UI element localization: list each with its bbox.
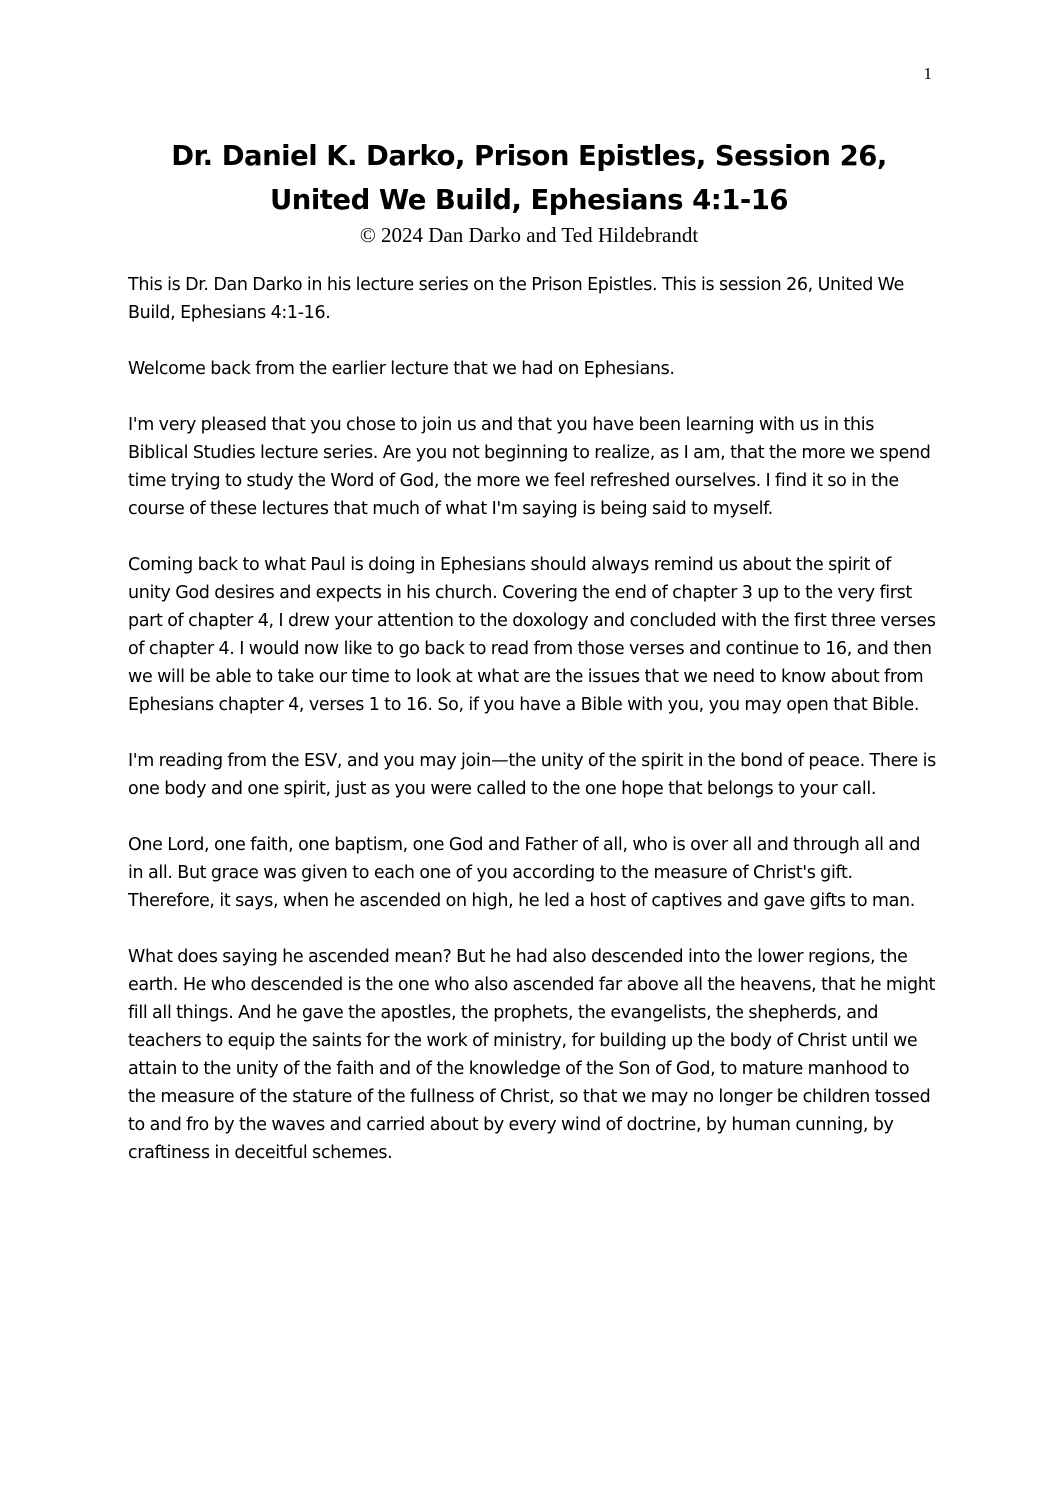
page-number: 1 [923, 64, 932, 83]
document-title [100, 134, 958, 222]
paragraph-one-lord: One Lord, one faith, one baptism, one God and Father of all, who is over all and through all and in all. But grace was given to each one of you according to the measure of Christ's gift. Therefore, it says, when he ascended on high, he led a host of captives and gave gifts to man. [128, 835, 921, 911]
copyright-line: © 2024 Dan Darko and Ted Hildebrandt [359, 223, 699, 247]
paragraph-pleased: I'm very pleased that you chose to join us and that you have been learning with us in this Biblical Studies lecture series. Are you not beginning to realize, as I am, that the more we spend time trying to study the Word of God, the more we feel refreshed ourselves. I find it so in the course of these lectures that much of what I'm saying is being said to myself. [128, 415, 931, 519]
paragraph-welcome: Welcome back from the earlier lecture that we had on Ephesians. [128, 359, 675, 379]
title-line-2: United We Build, Ephesians 4:1-16 [269, 184, 789, 216]
paragraph-unity: Coming back to what Paul is doing in Ephesians should always remind us about the spirit of unity God desires and expects in his church. Covering the end of chapter 3 up to the very first part of chapter 4, I drew your attention to the doxology and concluded with the first three verses of chapter 4. I would now like to go back to read from those verses and continue to 16, and then we will be able to take our time to look at what are the issues that we need to know about from Ephesians chapter 4, verses 1 to 16. So, if you have a Bible with you, you may open that Bible. [128, 555, 936, 715]
paragraph-esv-reading: I'm reading from the ESV, and you may join—the unity of the spirit in the bond of peace. There is one body and one spirit, just as you were called to the one hope that belongs to your call. [128, 751, 936, 799]
paragraph-intro: This is Dr. Dan Darko in his lecture series on the Prison Epistles. This is session 26, United We Build, Ephesians 4:1-16. [128, 275, 905, 323]
title-line-1: Dr. Daniel K. Darko, Prison Epistles, Session 26, [171, 140, 887, 172]
paragraph-ascended: What does saying he ascended mean? But he had also descended into the lower regions, the earth. He who descended is the one who also ascended far above all the heavens, that he might fill all things. And he gave the apostles, the prophets, the evangelists, the shepherds, and teachers to equip the saints for the work of ministry, for building up the body of Christ until we attain to the unity of the faith and of the knowledge of the Son of God, to mature manhood to the measure of the stature of the fullness of Christ, so that we may no longer be children tossed to and fro by the waves and carried about by every wind of doctrine, by human cunning, by craftiness in deceitful schemes. [128, 947, 936, 1163]
document-body [128, 271, 938, 1195]
